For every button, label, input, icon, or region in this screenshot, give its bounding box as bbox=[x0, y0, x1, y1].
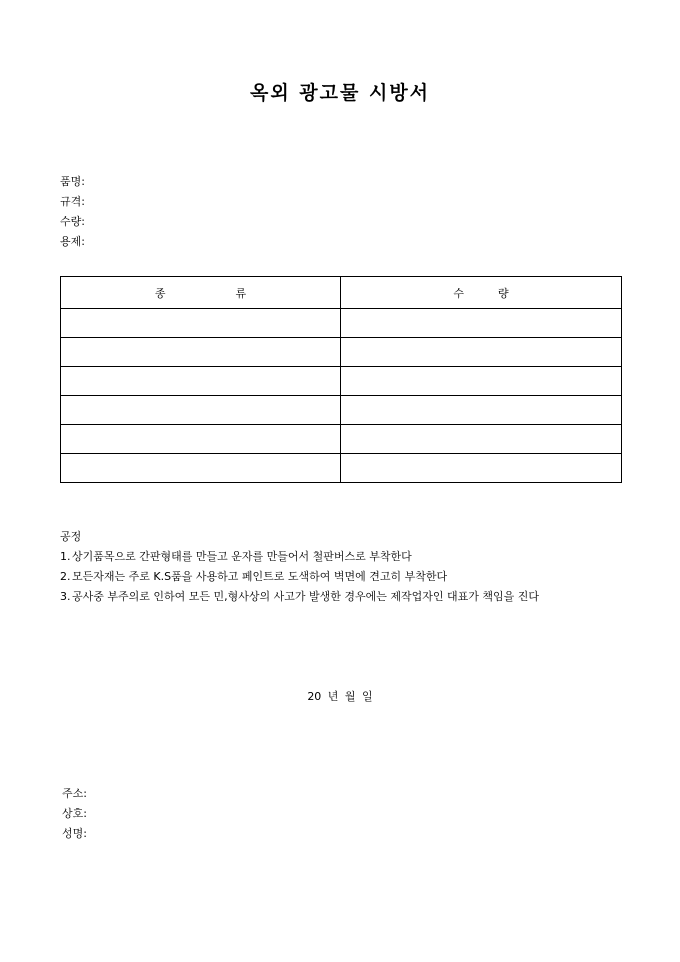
process-item bbox=[60, 567, 625, 587]
table-cell bbox=[61, 338, 341, 367]
header-quantity bbox=[341, 277, 622, 309]
table-row bbox=[61, 425, 622, 454]
footer-name: 성명: bbox=[62, 827, 87, 840]
header-type-char-2: 류 bbox=[235, 286, 247, 300]
table-row bbox=[61, 396, 622, 425]
table-header-row bbox=[61, 277, 622, 309]
info-fields bbox=[60, 172, 85, 252]
footer-company: 상호: bbox=[62, 807, 87, 820]
header-quantity-char-2: 량 bbox=[498, 286, 509, 300]
field-product-name: 품명: bbox=[60, 175, 85, 188]
table-row bbox=[61, 367, 622, 396]
table-row bbox=[61, 454, 622, 483]
table-cell bbox=[61, 425, 341, 454]
process-item bbox=[60, 547, 625, 567]
process-item-number: 1. bbox=[60, 550, 71, 563]
document-title: 옥외 광고물 시방서 bbox=[249, 82, 431, 104]
table-row bbox=[61, 338, 622, 367]
table-cell bbox=[341, 454, 622, 483]
field-material: 용제: bbox=[60, 235, 85, 248]
field-quantity: 수량: bbox=[60, 215, 85, 228]
footer-address: 주소: bbox=[62, 787, 87, 800]
date-line: 20 년 월 일 bbox=[307, 690, 373, 703]
table-row bbox=[61, 309, 622, 338]
signature-block bbox=[62, 784, 87, 844]
process-item-text: 모든자재는 주로 K.S품을 사용하고 페인트로 도색하여 벽면에 견고히 부착한다 bbox=[72, 570, 448, 583]
process-item-number: 3. bbox=[60, 590, 71, 603]
field-specification: 규격: bbox=[60, 195, 85, 208]
header-type bbox=[61, 277, 341, 309]
table-cell bbox=[61, 367, 341, 396]
table-cell bbox=[61, 396, 341, 425]
header-quantity-char-1: 수 bbox=[453, 286, 464, 300]
process-label: 공정 bbox=[60, 530, 82, 543]
table-cell bbox=[61, 309, 341, 338]
process-item-text: 상기품목으로 간판형태를 만들고 운자를 만들어서 철판버스로 부착한다 bbox=[72, 550, 412, 563]
table-cell bbox=[341, 338, 622, 367]
table-cell bbox=[341, 396, 622, 425]
spec-table bbox=[60, 276, 622, 483]
process-item bbox=[60, 587, 625, 607]
table-cell bbox=[61, 454, 341, 483]
header-type-char-1: 종 bbox=[154, 286, 166, 300]
table-cell bbox=[341, 309, 622, 338]
process-item-text: 공사중 부주의로 인하여 모든 민,형사상의 사고가 발생한 경우에는 제작업자인 대표가 책임을 진다 bbox=[72, 590, 539, 603]
table-cell bbox=[341, 367, 622, 396]
process-section bbox=[60, 527, 625, 607]
table-cell bbox=[341, 425, 622, 454]
process-item-number: 2. bbox=[60, 570, 71, 583]
